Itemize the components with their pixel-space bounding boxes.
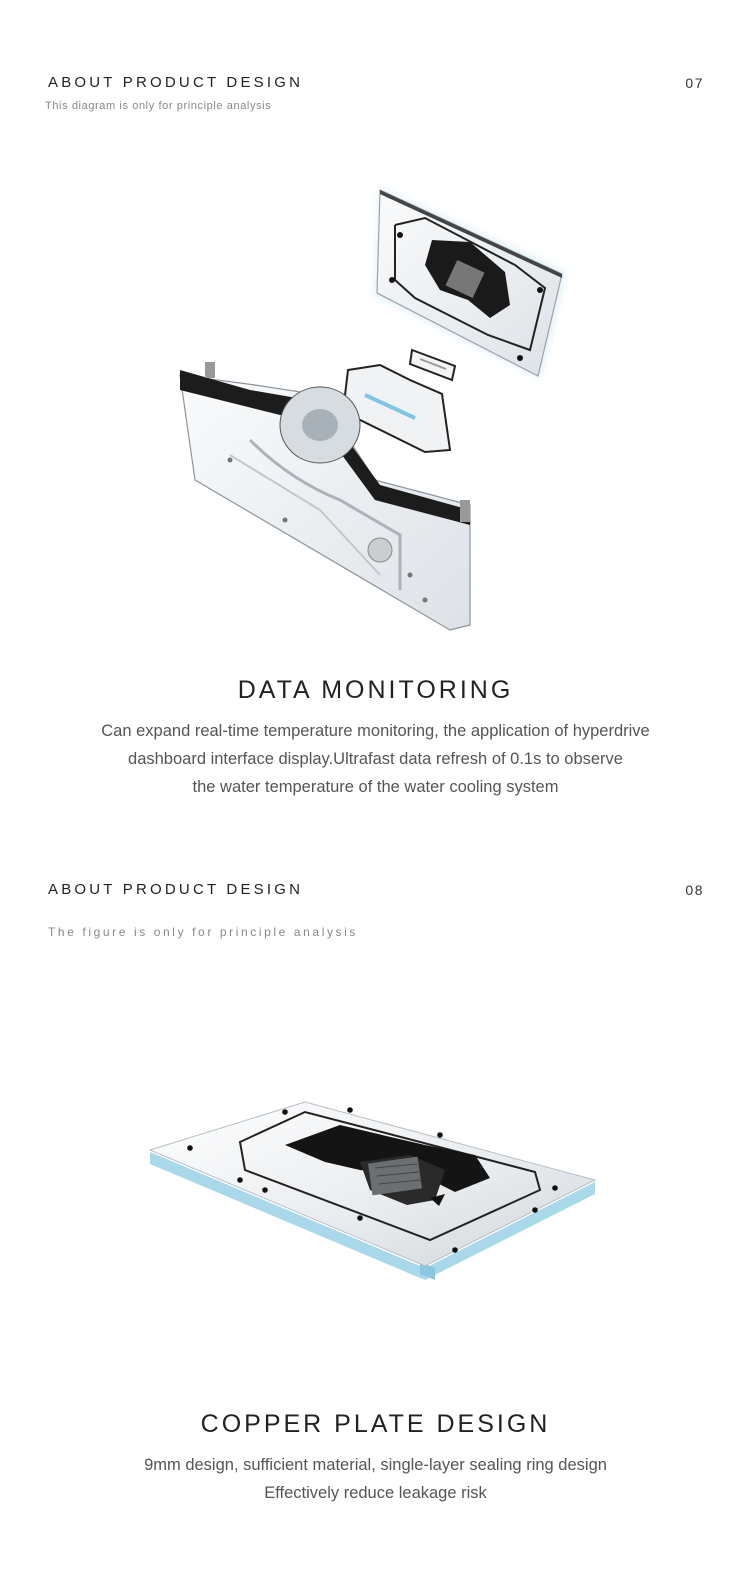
- sealing-ring-part: [410, 350, 455, 380]
- description-line: dashboard interface display.Ultrafast data refresh of 0.1s to observe: [128, 750, 623, 768]
- section-heading: ABOUT PRODUCT DESIGN: [48, 74, 304, 91]
- section-subheading: This diagram is only for principle analysis: [45, 100, 272, 112]
- copper-plate-part: [375, 188, 565, 378]
- description-line: 9mm design, sufficient material, single-layer sealing ring design: [144, 1456, 607, 1474]
- section-subheading: The figure is only for principle analysis: [48, 925, 359, 939]
- description-line: the water temperature of the water cooling system: [192, 778, 559, 796]
- page-number: 08: [685, 882, 704, 898]
- section-description: [0, 1451, 751, 1507]
- section-heading: ABOUT PRODUCT DESIGN: [48, 881, 304, 898]
- section-copper-plate: [0, 820, 751, 1582]
- description-line: Can expand real-time temperature monitoring, the application of hyperdrive: [101, 722, 650, 740]
- exploded-waterblock-illustration: [170, 180, 580, 640]
- gasket-part: [345, 365, 450, 452]
- section-title: DATA MONITORING: [237, 676, 514, 704]
- description-line: Effectively reduce leakage risk: [264, 1484, 487, 1502]
- section-description: [0, 717, 751, 801]
- section-title: COPPER PLATE DESIGN: [200, 1410, 551, 1438]
- copper-plate-illustration: [145, 1090, 605, 1290]
- page-number: 07: [685, 75, 704, 91]
